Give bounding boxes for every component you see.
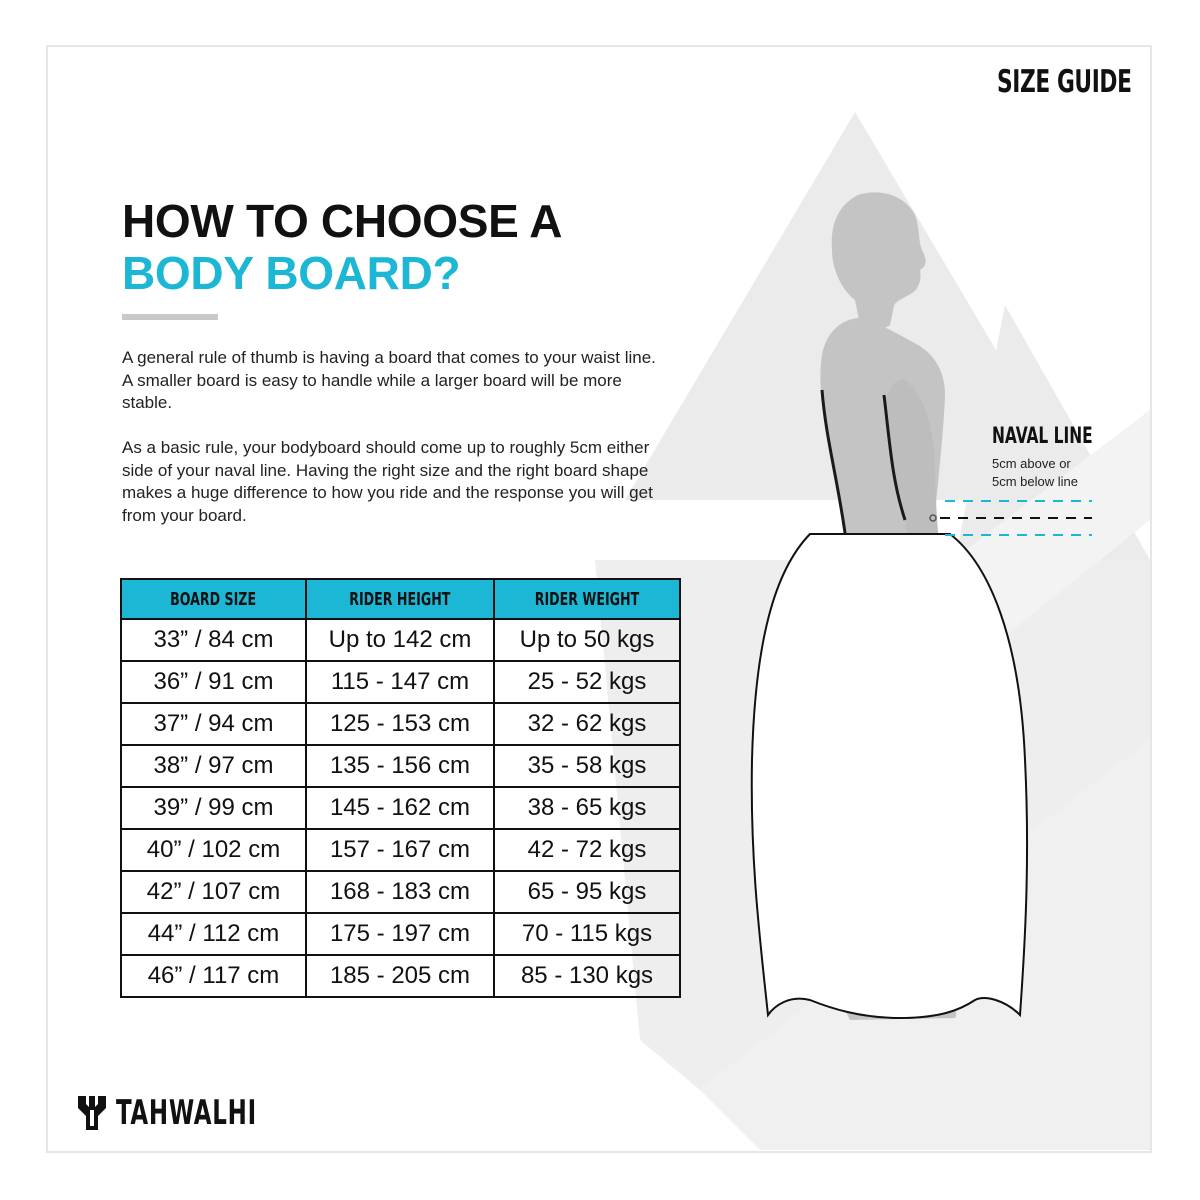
rider-weight-cell: 32 - 62 kgs [494,703,680,745]
rider-weight-cell: Up to 50 kgs [494,619,680,661]
rider-height-cell: 135 - 156 cm [306,745,494,787]
rider-height-cell: 125 - 153 cm [306,703,494,745]
rider-weight-cell: 70 - 115 kgs [494,913,680,955]
rider-weight-cell: 35 - 58 kgs [494,745,680,787]
rider-height-cell: 115 - 147 cm [306,661,494,703]
rider-height-cell: 145 - 162 cm [306,787,494,829]
title-line-1: HOW TO CHOOSE A [122,195,563,247]
naval-line-description [992,455,1078,491]
board-size-cell: 44” / 112 cm [121,913,306,955]
rider-height-cell: 175 - 197 cm [306,913,494,955]
rider-height-cell: 168 - 183 cm [306,871,494,913]
size-guide-label: SIZE GUIDE [997,64,1132,100]
rider-height-cell: 157 - 167 cm [306,829,494,871]
board-size-cell: 33” / 84 cm [121,619,306,661]
intro-paragraph: A general rule of thumb is having a board that comes to your waist line. A smaller board is easy to handle while a larger board will be more stable. [122,348,656,412]
naval-line-desc-1: 5cm above or [992,456,1071,471]
naval-line-title: NAVAL LINE [992,424,1093,449]
title-line-2: BODY BOARD? [122,247,461,299]
board-size-cell: 36” / 91 cm [121,661,306,703]
rider-height-cell: 185 - 205 cm [306,955,494,997]
rider-weight-cell: 85 - 130 kgs [494,955,680,997]
header-rider-weight: RIDER WEIGHT [494,579,680,619]
rider-height-cell: Up to 142 cm [306,619,494,661]
board-size-cell: 39” / 99 cm [121,787,306,829]
rider-weight-cell: 42 - 72 kgs [494,829,680,871]
naval-line-desc-2: 5cm below line [992,474,1078,489]
naval-rule-paragraph: As a basic rule, your bodyboard should come up to roughly 5cm either side of your naval line. Having the right size and the right board shape makes a huge difference to how you ride and the response you will get from your board. [122,438,653,525]
rider-weight-cell: 25 - 52 kgs [494,661,680,703]
rider-weight-cell: 38 - 65 kgs [494,787,680,829]
rider-weight-cell: 65 - 95 kgs [494,871,680,913]
board-size-cell: 37” / 94 cm [121,703,306,745]
board-size-cell: 46” / 117 cm [121,955,306,997]
board-size-cell: 38” / 97 cm [121,745,306,787]
brand-logo [78,1095,304,1131]
header-board-size: BOARD SIZE [121,579,306,619]
header-rider-height: RIDER HEIGHT [306,579,494,619]
board-size-cell: 40” / 102 cm [121,829,306,871]
board-size-cell: 42” / 107 cm [121,871,306,913]
brand-name: TAHWALHI [116,1093,257,1133]
tahwalhi-logo-icon [78,1096,106,1130]
